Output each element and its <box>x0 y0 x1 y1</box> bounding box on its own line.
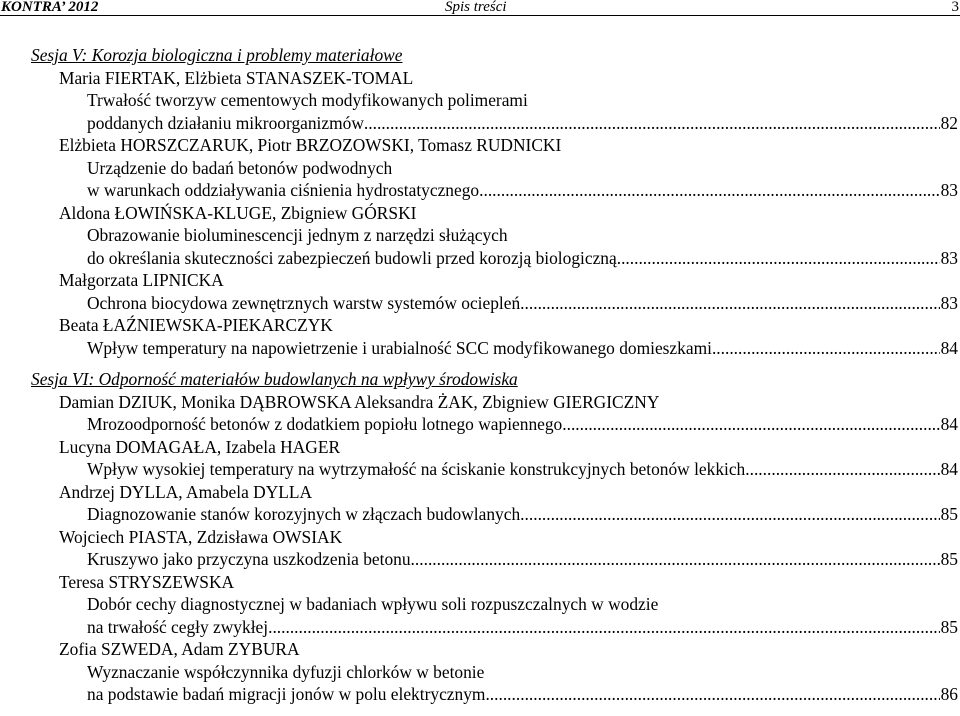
entry-title: Wyznaczanie współczynnika dyfuzji chlorków w betonie <box>87 661 485 682</box>
table-of-contents <box>0 44 960 706</box>
running-header <box>0 0 960 16</box>
entry-title: Dobór cechy diagnostycznej w badaniach wpływu soli rozpuszczalnych w wodzie <box>87 594 659 614</box>
toc-entry-line <box>0 179 960 202</box>
toc-entry-line <box>0 503 960 526</box>
entry-title: Diagnozowanie stanów korozyjnych w złączach budowlanych <box>87 504 521 524</box>
entry-page: 86 <box>940 684 958 704</box>
entry-title: Wpływ temperatury na napowietrzenie i urabialność SCC modyfikowanego domieszkami <box>87 337 712 358</box>
dot-leader <box>617 247 940 269</box>
entry-title: do określania skuteczności zabezpieczeń budowli przed korozją biologiczną <box>87 247 617 268</box>
dot-leader <box>411 548 940 570</box>
entry-authors: Beata ŁAŹNIEWSKA-PIEKARCZYK <box>59 315 333 335</box>
dot-leader <box>712 337 940 359</box>
page-number: 3 <box>951 0 959 15</box>
dot-leader <box>520 292 939 314</box>
entry-page: 85 <box>940 549 958 569</box>
dot-leader <box>479 179 939 201</box>
entry-authors: Zofia SZWEDA, Adam ZYBURA <box>59 639 300 659</box>
entry-page: 84 <box>940 414 958 434</box>
toc-entry-line <box>0 413 960 436</box>
section-title: Spis treści <box>445 0 507 15</box>
entry-title: Trwałość tworzyw cementowych modyfikowanych polimerami <box>87 90 528 110</box>
dot-leader <box>745 458 939 480</box>
entry-page: 84 <box>940 459 958 479</box>
entry-title: Urządzenie do badań betonów podwodnych <box>87 157 393 178</box>
entry-authors: Lucyna DOMAGAŁA, Izabela HAGER <box>59 436 341 457</box>
toc-entry-line <box>0 247 960 270</box>
dot-leader <box>485 683 939 705</box>
conference-name: KONTRA’ 2012 <box>1 0 99 15</box>
session-title: Sesja VI: Odporność materiałów budowlanych na wpływy środowiska <box>31 369 518 389</box>
dot-leader <box>364 112 940 134</box>
dot-leader <box>562 413 939 435</box>
entry-page: 83 <box>940 247 958 268</box>
entry-title: Wpływ wysokiej temperatury na wytrzymałość na ściskanie konstrukcyjnych betonów lekkich <box>87 459 746 479</box>
toc-entry-line <box>0 458 960 481</box>
toc-entry-line <box>0 292 960 315</box>
entry-page: 83 <box>940 180 958 200</box>
toc-entry-line <box>0 112 960 135</box>
entry-title: na trwałość cegły zwykłej <box>87 616 269 637</box>
entry-authors: Maria FIERTAK, Elżbieta STANASZEK-TOMAL <box>59 67 414 88</box>
entry-page: 84 <box>940 337 958 358</box>
toc-entry-line <box>0 683 960 706</box>
session-gap <box>0 359 960 368</box>
entry-authors: Wojciech PIASTA, Zdzisława OWSIAK <box>59 526 343 547</box>
entry-title: Mrozoodporność betonów z dodatkiem popiołu lotnego wapiennego <box>87 414 563 434</box>
entry-authors: Damian DZIUK, Monika DĄBROWSKA Aleksandra ŻAK, Zbigniew GIERGICZNY <box>59 391 660 412</box>
entry-title: poddanych działaniu mikroorganizmów <box>87 112 364 133</box>
session-heading <box>0 44 960 67</box>
entry-page: 83 <box>940 292 958 313</box>
entry-authors: Elżbieta HORSZCZARUK, Piotr BRZOZOWSKI, Tomasz RUDNICKI <box>59 135 562 155</box>
toc-entry-line <box>0 548 960 571</box>
entry-title: Ochrona biocydowa zewnętrznych warstw systemów ociepleń <box>87 292 521 313</box>
entry-page: 82 <box>940 112 958 133</box>
session-title: Sesja V: Korozja biologiczna i problemy materiałowe <box>31 45 403 65</box>
dot-leader <box>520 503 939 525</box>
entry-title: Obrazowanie bioluminescencji jednym z narzędzi służących <box>87 225 508 245</box>
session-heading <box>0 368 960 391</box>
toc-entry-line <box>0 616 960 639</box>
dot-leader <box>268 616 940 638</box>
entry-authors: Andrzej DYLLA, Amabela DYLLA <box>59 481 313 502</box>
entry-title: na podstawie badań migracji jonów w polu elektrycznym <box>87 684 486 704</box>
entry-page: 85 <box>940 616 958 637</box>
entry-page: 85 <box>940 504 958 524</box>
toc-entry-line <box>0 337 960 360</box>
entry-authors: Małgorzata LIPNICKA <box>59 270 224 290</box>
entry-authors: Aldona ŁOWIŃSKA-KLUGE, Zbigniew GÓRSKI <box>59 202 417 223</box>
entry-title: w warunkach oddziaływania ciśnienia hydrostatycznego <box>87 180 480 200</box>
entry-authors: Teresa STRYSZEWSKA <box>59 571 235 592</box>
entry-title: Kruszywo jako przyczyna uszkodzenia betonu <box>87 549 411 569</box>
